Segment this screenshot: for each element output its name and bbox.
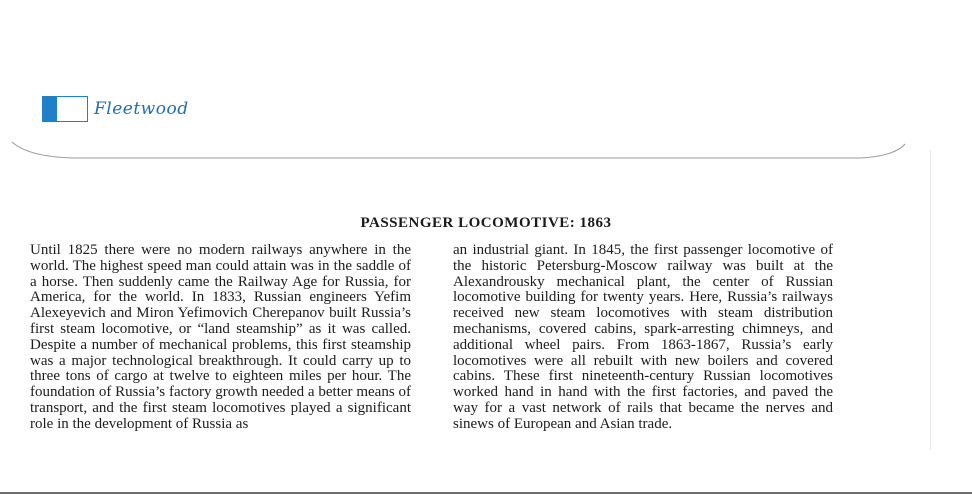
card-edge [930, 150, 931, 450]
bottom-border [0, 492, 972, 494]
article-column-left: Until 1825 there were no modern railways anywhere in the world. The highest speed man could attain was in the saddle of a horse. Then suddenly came the Railway Age for Russia, for America, for the world. In 1833, Russian engineers Yefim Alexeyevich and Miron Yefimovich Cherepanov built Russia’s first steam locomotive, or “land steamship” as it was called. Despite a number of mechanical problems, this first steamship was a major technological breakthrough. It could carry up to three tons of cargo at twelve to eighteen miles per hour. The foundation of Russia’s factory growth needed a better means of transport, and the first steam locomotives played a significant role in the development of Russia as [30, 242, 411, 432]
logo-wordmark: Fleetwood [94, 99, 189, 119]
fleetwood-logo [42, 96, 189, 122]
logo-mark-icon [42, 96, 88, 122]
article-column-right: an industrial giant. In 1845, the first passenger locomotive of the historic Petersburg-Moscow railway was built at the Alexandrousky mechanical plant, the center of Russian locomotive building for twenty years. Here, Russia’s railways received new steam locomotives with steam distribution mechanisms, covered cabins, spark-arresting chimneys, and additional wheel pairs. From 1863-1867, Russia’s early locomotives were all rebuilt with new boilers and covered cabins. These first nineteenth-century Russian locomotives worked hand in hand with the first factories, and paved the way for a vast network of rails that became the nerves and sinews of European and Asian trade. [453, 242, 833, 432]
envelope-flap-line [0, 120, 972, 170]
article-title: PASSENGER LOCOMOTIVE: 1863 [360, 215, 612, 231]
